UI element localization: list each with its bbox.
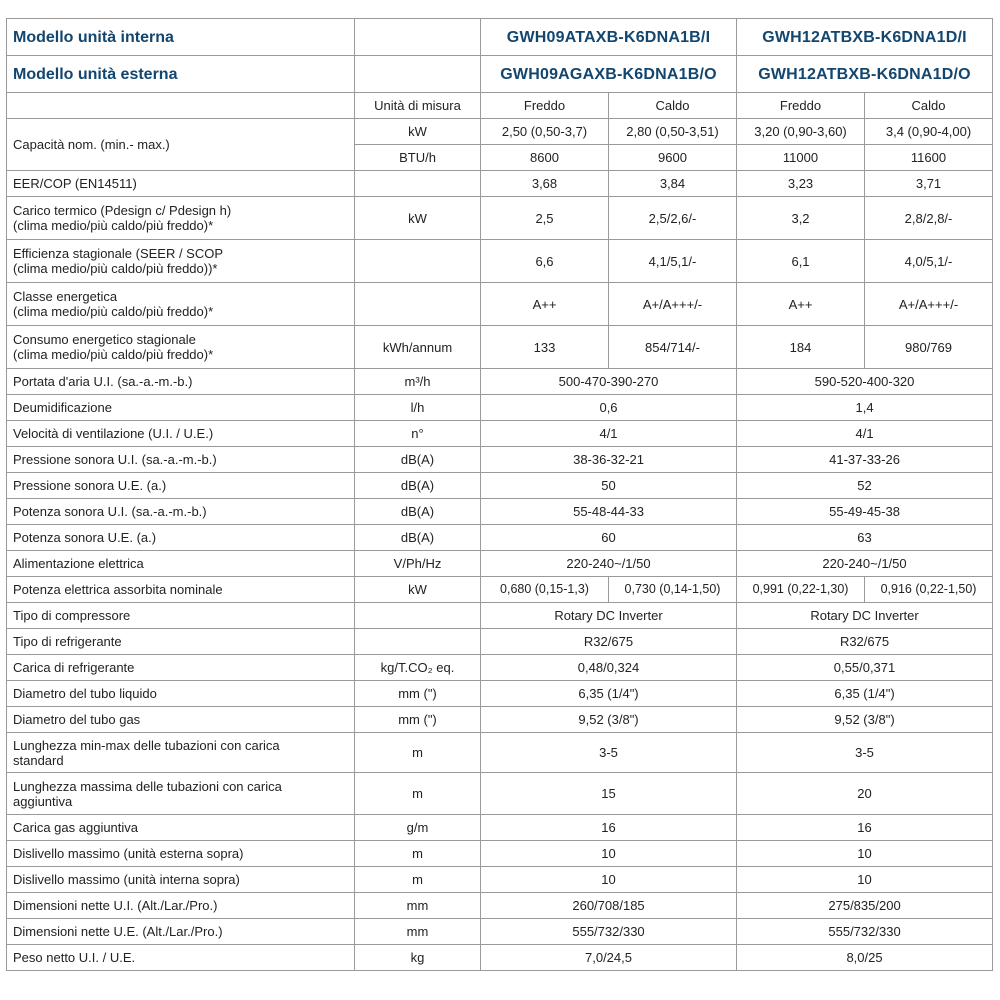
cell-value: 220-240~/1/50 — [481, 551, 737, 577]
cell-value: 220-240~/1/50 — [737, 551, 993, 577]
cell-value: 184 — [737, 326, 865, 369]
cell-value: 41-37-33-26 — [737, 447, 993, 473]
row-unit: kWh/annum — [355, 326, 481, 369]
cell-value: 2,80 (0,50-3,51) — [609, 119, 737, 145]
table-row — [7, 577, 993, 603]
row-label: Pressione sonora U.E. (a.) — [7, 473, 355, 499]
row-unit: mm (") — [355, 707, 481, 733]
cell-value: 2,5/2,6/- — [609, 197, 737, 240]
row-label-line: (clima medio/più caldo/più freddo))* — [13, 261, 218, 276]
cell-value: 3,71 — [865, 171, 993, 197]
table-row — [7, 919, 993, 945]
cell-value: 275/835/200 — [737, 893, 993, 919]
mode-caldo-2: Caldo — [865, 93, 993, 119]
cell-value: A++ — [737, 283, 865, 326]
row-label: Diametro del tubo liquido — [7, 681, 355, 707]
cell-value: 8600 — [481, 145, 609, 171]
row-label: Peso netto U.I. / U.E. — [7, 945, 355, 971]
row-label: Dislivello massimo (unità interna sopra) — [7, 867, 355, 893]
spec-table — [6, 18, 993, 971]
cell-value: 980/769 — [865, 326, 993, 369]
table-row — [7, 733, 993, 773]
cell-value: 10 — [481, 841, 737, 867]
cell-value: 3-5 — [737, 733, 993, 773]
table-row — [7, 707, 993, 733]
table-row — [7, 525, 993, 551]
cell-value: 15 — [481, 773, 737, 815]
row-label: Potenza sonora U.E. (a.) — [7, 525, 355, 551]
row-label: Alimentazione elettrica — [7, 551, 355, 577]
row-unit: dB(A) — [355, 525, 481, 551]
cell-value: 4,0/5,1/- — [865, 240, 993, 283]
row-label: Velocità di ventilazione (U.I. / U.E.) — [7, 421, 355, 447]
row-label: Potenza elettrica assorbita nominale — [7, 577, 355, 603]
table-row — [7, 629, 993, 655]
row-unit: m³/h — [355, 369, 481, 395]
cell-value: 6,35 (1/4") — [481, 681, 737, 707]
row-label-line: Carico termico (Pdesign c/ Pdesign h) — [13, 203, 232, 218]
row-unit: mm (") — [355, 681, 481, 707]
table-row — [7, 119, 993, 145]
cell-value: A+/A+++/- — [865, 283, 993, 326]
row-label-line: (clima medio/più caldo/più freddo)* — [13, 304, 214, 319]
cell-value: 16 — [481, 815, 737, 841]
row-label-line: Lunghezza min-max delle tubazioni con carica — [13, 737, 280, 753]
row-label: Carica gas aggiuntiva — [7, 815, 355, 841]
row-label: Tipo di refrigerante — [7, 629, 355, 655]
cell-value: 0,680 (0,15-1,3) — [481, 577, 609, 603]
row-label-line: Consumo energetico stagionale — [13, 332, 196, 347]
row-label — [7, 283, 355, 326]
row-label: Portata d'aria U.I. (sa.-a.-m.-b.) — [7, 369, 355, 395]
row-unit: dB(A) — [355, 447, 481, 473]
cell-value: 9,52 (3/8") — [481, 707, 737, 733]
cell-value: 3,68 — [481, 171, 609, 197]
row-unit: n° — [355, 421, 481, 447]
cell-value: 10 — [737, 841, 993, 867]
cell-value: 10 — [481, 867, 737, 893]
table-row — [7, 681, 993, 707]
cell-value: 3,20 (0,90-3,60) — [737, 119, 865, 145]
row-unit: kg/T.CO₂ eq. — [355, 655, 481, 681]
cell-value: 3,84 — [609, 171, 737, 197]
cell-value: 11600 — [865, 145, 993, 171]
cell-value: A++ — [481, 283, 609, 326]
row-unit: mm — [355, 919, 481, 945]
table-row — [7, 893, 993, 919]
row-unit: mm — [355, 893, 481, 919]
cell-value: 8,0/25 — [737, 945, 993, 971]
row-unit — [355, 629, 481, 655]
table-row — [7, 369, 993, 395]
table-row — [7, 447, 993, 473]
row-label: Carica di refrigerante — [7, 655, 355, 681]
row-label: Tipo di compressore — [7, 603, 355, 629]
cell-value: 0,991 (0,22-1,30) — [737, 577, 865, 603]
table-row — [7, 603, 993, 629]
cell-value: 63 — [737, 525, 993, 551]
unit-column-header: Unità di misura — [355, 93, 481, 119]
row-unit — [355, 240, 481, 283]
row-unit — [355, 171, 481, 197]
cell-value: R32/675 — [481, 629, 737, 655]
row-label-line: aggiuntiva — [13, 793, 73, 809]
cell-value: 500-470-390-270 — [481, 369, 737, 395]
cell-value: 0,55/0,371 — [737, 655, 993, 681]
table-row — [7, 815, 993, 841]
row-label: Potenza sonora U.I. (sa.-a.-m.-b.) — [7, 499, 355, 525]
cell-value: 11000 — [737, 145, 865, 171]
mode-empty-cell — [7, 93, 355, 119]
table-row — [7, 240, 993, 283]
mode-caldo-1: Caldo — [609, 93, 737, 119]
cell-value: 3,4 (0,90-4,00) — [865, 119, 993, 145]
row-label: Dimensioni nette U.I. (Alt./Lar./Pro.) — [7, 893, 355, 919]
cell-value: 20 — [737, 773, 993, 815]
table-row — [7, 326, 993, 369]
row-label: Dislivello massimo (unità esterna sopra) — [7, 841, 355, 867]
row-label: Deumidificazione — [7, 395, 355, 421]
cell-value: 3,23 — [737, 171, 865, 197]
row-unit: kW — [355, 119, 481, 145]
row-label — [7, 773, 355, 815]
cell-value: 0,6 — [481, 395, 737, 421]
row-label — [7, 240, 355, 283]
cell-value: 3-5 — [481, 733, 737, 773]
row-label — [7, 733, 355, 773]
cell-value: 260/708/185 — [481, 893, 737, 919]
cell-value: 16 — [737, 815, 993, 841]
mode-freddo-2: Freddo — [737, 93, 865, 119]
indoor-model-2: GWH12ATBXB-K6DNA1D/I — [737, 19, 993, 56]
row-unit — [355, 283, 481, 326]
cell-value: 2,8/2,8/- — [865, 197, 993, 240]
row-unit: dB(A) — [355, 473, 481, 499]
row-label-line: Efficienza stagionale (SEER / SCOP — [13, 246, 224, 261]
row-unit: kg — [355, 945, 481, 971]
table-row — [7, 945, 993, 971]
table-row — [7, 841, 993, 867]
mode-freddo-1: Freddo — [481, 93, 609, 119]
cell-value: 3,2 — [737, 197, 865, 240]
table-row — [7, 395, 993, 421]
cell-value: 4/1 — [481, 421, 737, 447]
cell-value: 133 — [481, 326, 609, 369]
cell-value: 2,5 — [481, 197, 609, 240]
row-label: Dimensioni nette U.E. (Alt./Lar./Pro.) — [7, 919, 355, 945]
table-row — [7, 499, 993, 525]
row-unit: g/m — [355, 815, 481, 841]
cell-value: 0,48/0,324 — [481, 655, 737, 681]
cell-value: 7,0/24,5 — [481, 945, 737, 971]
cell-value: 10 — [737, 867, 993, 893]
table-row — [7, 283, 993, 326]
row-unit: l/h — [355, 395, 481, 421]
row-unit: dB(A) — [355, 499, 481, 525]
row-unit: kW — [355, 197, 481, 240]
cell-value: 55-48-44-33 — [481, 499, 737, 525]
table-row — [7, 551, 993, 577]
cell-value: 555/732/330 — [737, 919, 993, 945]
indoor-model-label: Modello unità interna — [7, 19, 355, 56]
table-row — [7, 867, 993, 893]
outdoor-model-label: Modello unità esterna — [7, 56, 355, 93]
row-unit: V/Ph/Hz — [355, 551, 481, 577]
cell-value: 2,50 (0,50-3,7) — [481, 119, 609, 145]
cell-value: 6,35 (1/4") — [737, 681, 993, 707]
row-label: Pressione sonora U.I. (sa.-a.-m.-b.) — [7, 447, 355, 473]
row-unit: m — [355, 733, 481, 773]
cell-value: 854/714/- — [609, 326, 737, 369]
row-unit: m — [355, 867, 481, 893]
table-row — [7, 421, 993, 447]
cell-value: 0,730 (0,14-1,50) — [609, 577, 737, 603]
mode-row — [7, 93, 993, 119]
table-row — [7, 473, 993, 499]
row-label-line: (clima medio/più caldo/più freddo)* — [13, 347, 214, 362]
table-row — [7, 197, 993, 240]
header-row-outdoor — [7, 56, 993, 93]
row-unit: BTU/h — [355, 145, 481, 171]
row-label: EER/COP (EN14511) — [7, 171, 355, 197]
cell-value: 9600 — [609, 145, 737, 171]
cell-value: Rotary DC Inverter — [481, 603, 737, 629]
cell-value: Rotary DC Inverter — [737, 603, 993, 629]
outdoor-model-1: GWH09AGAXB-K6DNA1B/O — [481, 56, 737, 93]
row-unit — [355, 603, 481, 629]
row-unit: m — [355, 773, 481, 815]
cell-value: 6,6 — [481, 240, 609, 283]
cell-value: R32/675 — [737, 629, 993, 655]
cell-value: 50 — [481, 473, 737, 499]
row-label — [7, 326, 355, 369]
row-label-line: Lunghezza massima delle tubazioni con carica — [13, 778, 282, 794]
cell-value: 1,4 — [737, 395, 993, 421]
cell-value: A+/A+++/- — [609, 283, 737, 326]
row-label-line: standard — [13, 752, 64, 768]
cell-value: 555/732/330 — [481, 919, 737, 945]
row-label: Capacità nom. (min.- max.) — [7, 119, 355, 171]
cell-value: 9,52 (3/8") — [737, 707, 993, 733]
row-label-line: (clima medio/più caldo/più freddo)* — [13, 218, 214, 233]
row-label — [7, 197, 355, 240]
cell-value: 6,1 — [737, 240, 865, 283]
header-row-indoor — [7, 19, 993, 56]
cell-value: 590-520-400-320 — [737, 369, 993, 395]
indoor-model-1: GWH09ATAXB-K6DNA1B/I — [481, 19, 737, 56]
row-label-line: Classe energetica — [13, 289, 118, 304]
cell-value: 52 — [737, 473, 993, 499]
cell-value: 4,1/5,1/- — [609, 240, 737, 283]
row-unit: kW — [355, 577, 481, 603]
cell-value: 0,916 (0,22-1,50) — [865, 577, 993, 603]
cell-value: 38-36-32-21 — [481, 447, 737, 473]
cell-value: 60 — [481, 525, 737, 551]
table-row — [7, 171, 993, 197]
table-row — [7, 773, 993, 815]
header-empty-cell — [355, 19, 481, 56]
header-empty-cell — [355, 56, 481, 93]
row-unit: m — [355, 841, 481, 867]
row-label: Diametro del tubo gas — [7, 707, 355, 733]
cell-value: 4/1 — [737, 421, 993, 447]
table-row — [7, 655, 993, 681]
outdoor-model-2: GWH12ATBXB-K6DNA1D/O — [737, 56, 993, 93]
cell-value: 55-49-45-38 — [737, 499, 993, 525]
